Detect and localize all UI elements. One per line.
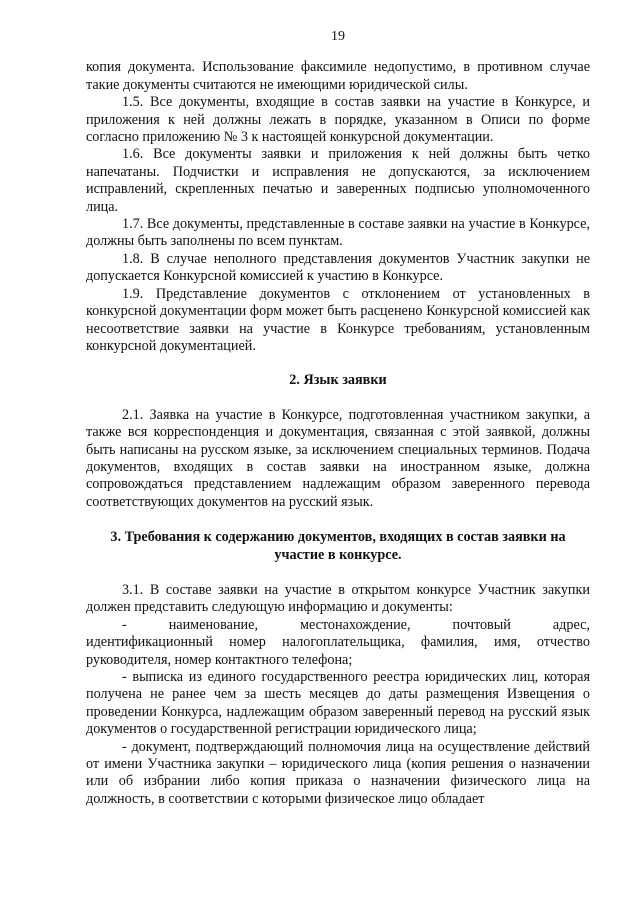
section-heading-3-line2: участие в конкурсе.	[274, 546, 402, 563]
list-item-word: почтовый	[452, 616, 511, 633]
section-heading-2: 2. Язык заявки	[289, 372, 387, 389]
section-heading-3-line1: 3. Требования к содержанию документов, входящих в состав заявки на	[110, 529, 566, 546]
paragraph-1-5: 1.5. Все документы, входящие в состав заявки на участие в Конкурсе, и приложения к ней должны лежать в порядке, указанном в Описи по форме согласно приложению № 3 к настоящей конкурсной документации.	[86, 94, 590, 146]
paragraph-2-1: 2.1. Заявка на участие в Конкурсе, подготовленная участником закупки, а также вся корреспонденция и документация, связанная с этой заявкой, должны быть написаны на русском языке, за исключением специальных терминов. Подача документов, входящих в состав заявки на иностранном языке, должна сопровождаться представлением надлежащим образом заверенного перевода соответствующих документов на русский язык.	[86, 406, 590, 510]
list-item-3: - документ, подтверждающий полномочия лица на осуществление действий от имени Участника закупки – юридического лица (копия решения о назначении или об избрании либо копия приказа о назначении физического лица на должность, в соответствии с которыми физическое лицо обладает	[86, 738, 590, 807]
paragraph-continuation: копия документа. Использование факсимиле недопустимо, в противном случае такие документы считаются не имеющими юридической силы.	[86, 59, 590, 93]
paragraph-3-1: 3.1. В составе заявки на участие в открытом конкурсе Участник закупки должен представить следующую информацию и документы:	[86, 581, 590, 616]
list-item-word: наименование,	[168, 616, 258, 633]
paragraph-1-7: 1.7. Все документы, представленные в составе заявки на участие в Конкурсе, должны быть заполнены по всем пунктам.	[86, 216, 590, 250]
page-number: 19	[331, 29, 345, 44]
paragraph-1-9: 1.9. Представление документов с отклонением от установленных в конкурсной документации форм может быть расценено Конкурсной комиссией как несоответствие заявки на участие в Конкурсе требованиям, установленным конкурсной документацией.	[86, 285, 590, 354]
paragraph-1-6: 1.6. Все документы заявки и приложения к ней должны быть четко напечатаны. Подчистки и исправления не допускаются, за исключением исправлений, скрепленных печатью и заверенных подписью уполномоченного лица.	[86, 146, 590, 215]
document-page	[86, 28, 590, 808]
list-item-1-rest: идентификационный номер налогоплательщика, фамилия, имя, отчество руководителя, номер контактного телефона;	[86, 634, 590, 668]
list-item-dash: -	[122, 616, 127, 633]
section-heading-3	[86, 529, 590, 564]
list-item-word: местонахождение,	[299, 616, 411, 633]
list-item-1-first-line	[86, 617, 590, 634]
list-item-word: адрес,	[552, 616, 590, 633]
list-item-2: - выписка из единого государственного реестра юридических лиц, которая получена не ранее чем за шесть месяцев до даты размещения Извещения о проведении Конкурса, надлежащим образом заверенный перевод на русский язык документов о государственной регистрации юридического лица;	[86, 669, 590, 738]
paragraph-1-8: 1.8. В случае неполного представления документов Участник закупки не допускается Конкурсной комиссией к участию в Конкурсе.	[86, 250, 590, 285]
